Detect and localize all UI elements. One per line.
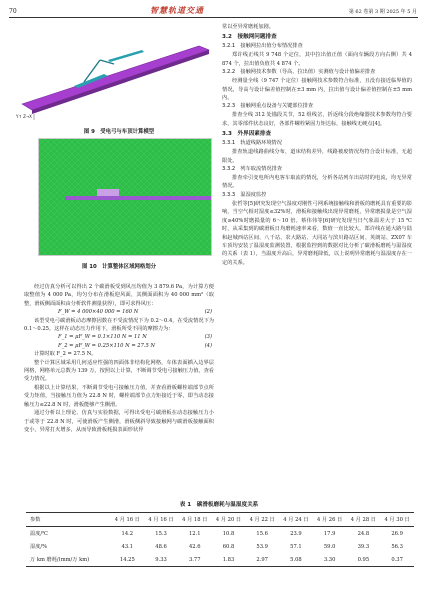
paragraph: 张哲等[5]研究发现空气湿度对刚性弓网系统接触线和滑板的磨耗具有重要的影响，当空气相对湿度≤32%时，滑板和接触线出现异常磨耗，异常磨损量是空气湿度≥40%时磨损量的 6～10 倍。蔡伟伟等[6]研究发现当日气象温差大于 15 ℃时，从采集到的碳滑板日均磨耗速率来看，数值一直比较大。郑许线在通大路与陆和赵城西站区间、八千站、农大路站、大同站与滨川路站区间、英朗站、ZX07 车车顶均安装了温湿度监测装置，根据监控到的数据对比分析了碳滑板磨耗与温湿度的关系（表 1），当温度升高后，异常磨耗降低，以上说明异常磨耗与温湿度存在一定的关系。 [222, 200, 412, 266]
left-column [24, 283, 214, 434]
subsection-heading: 3.3.2 列车取流情况排查 [222, 166, 282, 173]
table-cell: 26.9 [391, 530, 403, 537]
table-header-cell: 4 月 18 日 [182, 517, 208, 523]
figure-10-mesh-domain [38, 138, 212, 256]
table-cell: 0.95 [357, 556, 370, 563]
table-title: 表 1 碳滑板磨耗与温湿度关系 [179, 502, 259, 508]
paragraph: 整个计算区域采用几何适应性强的四面体非结构化网格，车体表面插入边界层网格，网格单元总数为 139 万。按照以上计算，不断调节受电弓接触压力值，查看受力情况。 [24, 359, 214, 383]
header-divider [9, 17, 418, 18]
subsection-heading: 3.3.1 轨道线路环境情况 [222, 140, 282, 147]
figure-9-caption: 图 9 受电弓与车顶计算模型 [83, 129, 155, 135]
table-row [26, 540, 414, 553]
paragraph: 经过仿真分析可以得出 2 个碳滑板受到风压均值为 3 879.6 Pa，为计算方便取整值为 4 000 Pa，均匀分布在滑板迎风面，其侧面面积为 40 000 mm²（取整，滑板侧面面积由分析软件测量获得），即可求得风压： [24, 284, 214, 307]
table-cell: 0.37 [391, 556, 403, 563]
table-row [26, 527, 414, 541]
table-cell: 万 km 磨耗/(mm/万 km) [30, 557, 90, 563]
page-number: 70 [9, 8, 17, 15]
table-cell: 39.3 [357, 543, 370, 550]
table-cell: 43.1 [121, 543, 134, 550]
train-roof-model-graphic [14, 24, 214, 124]
table-cell: 12.1 [188, 530, 201, 537]
axis-indicator: Y↑ Z→X [16, 114, 32, 119]
table-cell: 14.2 [121, 530, 134, 537]
paragraph: 计算时取 F_2 = 27.5 N。 [34, 351, 97, 358]
table-cell: 3.77 [188, 556, 201, 563]
table-cell: 15.3 [155, 530, 167, 537]
table-cell: 60.8 [222, 543, 235, 550]
table-header-cell: 4 月 24 日 [283, 517, 309, 523]
section-heading: 3.2 接触网问题排查 [222, 34, 277, 41]
issue-info: 第 62 卷第 3 期 2025 年 5 月 [348, 9, 417, 15]
table-cell: 24.8 [357, 530, 370, 537]
equation-text: F_1 = μF_W = 0.1×110 N = 11 N [58, 334, 147, 341]
table-cell: 5.08 [290, 556, 302, 563]
table-cell: 53.9 [256, 543, 268, 550]
table-header-cell: 参数 [30, 517, 41, 523]
equation-4 [24, 342, 214, 350]
table-cell: 14.25 [119, 556, 135, 563]
figure-9-train-roof-model [14, 24, 214, 124]
paragraph: 通过分析以上理论、仿真与实验数据，可得出受电弓碳滑板在动态接触压力小于或等于 22.8 N 时，可使滑板产生侧滑，滑板侧斜导致接触网与碳滑板接触面积变小，异常打火增多，从而导致滑板耗损表面形状异 [24, 410, 214, 433]
table-header-cell: 4 月 26 日 [317, 517, 343, 523]
table-header-cell: 4 月 16 日 [114, 517, 140, 523]
paragraph: 排查轨道线路曲线分布，道床结构差异，线路被废情况均符合设计标准，无超限处。 [222, 149, 412, 164]
section-heading: 3.3 外界因素排查 [222, 131, 272, 138]
journal-title: 智慧轨道交通 [150, 5, 204, 15]
equation-text: F_W = 4 000×40 000 = 160 N [58, 309, 139, 316]
table-cell: 湿度/% [30, 544, 48, 550]
table-cell: 1.83 [222, 556, 235, 563]
table-cell: 17.9 [323, 530, 336, 537]
table-header-cell: 4 月 30 日 [384, 517, 410, 523]
subsection-heading: 3.2.1 接触网拉出值分布情况排查 [222, 43, 303, 50]
paragraph: 郑许线正线共 9 748 个定位，其中拉出值正值（面向车辆段方向右侧）共 4 874 个，拉出值负值共 4 874 个。 [222, 52, 412, 67]
table-cell: 温度/℃ [30, 531, 48, 537]
table-cell: 48.6 [155, 543, 167, 550]
table-cell: 10.8 [222, 530, 235, 537]
mesh-graphic [39, 139, 211, 255]
table-cell: 3.30 [323, 556, 336, 563]
right-column [222, 23, 412, 267]
table-cell: 9.33 [155, 556, 167, 563]
table-cell: 23.9 [290, 530, 302, 537]
table-row [26, 553, 414, 567]
paragraph: 该型受电弓碳滑板动态摩擦因数在不受流情况下为 0.2～0.4，在受流情况下为 0.1～0.25。这样在动态压力作用下，滑板所受不同的摩擦力为： [24, 317, 214, 333]
equation-text: F_2 = μF_W = 0.25×110 N = 27.5 N [58, 342, 156, 349]
table-cell: 59.0 [323, 543, 336, 550]
paragraph: 经测量全线（9 747 个定位）接触网技术参数符合标准，且没有接近临界值的情况，导高与设计偏差值控制在±3 mm 内，拉出值与设计偏差值控制在±5 mm 内。 [222, 78, 412, 102]
subsection-heading: 3.2.3 接触网重点设备与关键部位排查 [222, 103, 314, 110]
paragraph: 排查全线 312 处锚段关节，52 组线岔，折返线分段绝缘器技术参数均符合要求，其零部件状态良好，各部件螺栓紧固力矩达标，接触线无硬点[4]。 [222, 112, 412, 127]
equation-3 [24, 333, 214, 341]
equation-number: (4) [204, 342, 212, 349]
equation-number: (3) [204, 334, 212, 341]
subsection-heading: 3.3.3 温湿度监控 [222, 191, 267, 198]
equation-number: (2) [204, 309, 212, 316]
table-header-cell: 4 月 16 日 [148, 517, 174, 523]
paragraph: 排查牵引变电所内电客车取流的情况，分析各站列车出站时的电流，均无异常情况。 [222, 175, 412, 190]
table-header-cell: 4 月 28 日 [350, 517, 376, 523]
paragraph: 根据以上计算结果，不断调节受电弓接触压力值，并查看滑板螺栓端部节点所受力矩值，当接触压力值为 22.8 N 时，螺栓端部节点力矩接近于零，即当动态接触压力≤22.8 N 时，滑板能够产生侧滑。 [24, 384, 214, 408]
table-cell: 2.97 [256, 556, 268, 563]
table-header-row [26, 513, 414, 527]
table-cell: 42.6 [188, 543, 201, 550]
table-cell: 15.6 [256, 530, 268, 537]
table-cell: 56.3 [391, 543, 403, 550]
equation-2 [24, 308, 214, 316]
subsection-heading: 3.2.2 接触网技术参数（导高、拉出值）实测值与设计值偏差排查 [222, 69, 376, 76]
paragraph: 常以至异常磨耗加剧。 [222, 24, 274, 30]
table-header-cell: 4 月 20 日 [215, 517, 242, 523]
wear-humidity-table [26, 512, 414, 567]
table-cell: 57.1 [290, 543, 302, 550]
figure-10-caption: 图 10 计算整体区域网格划分 [81, 264, 157, 270]
table-header-cell: 4 月 22 日 [249, 517, 275, 523]
